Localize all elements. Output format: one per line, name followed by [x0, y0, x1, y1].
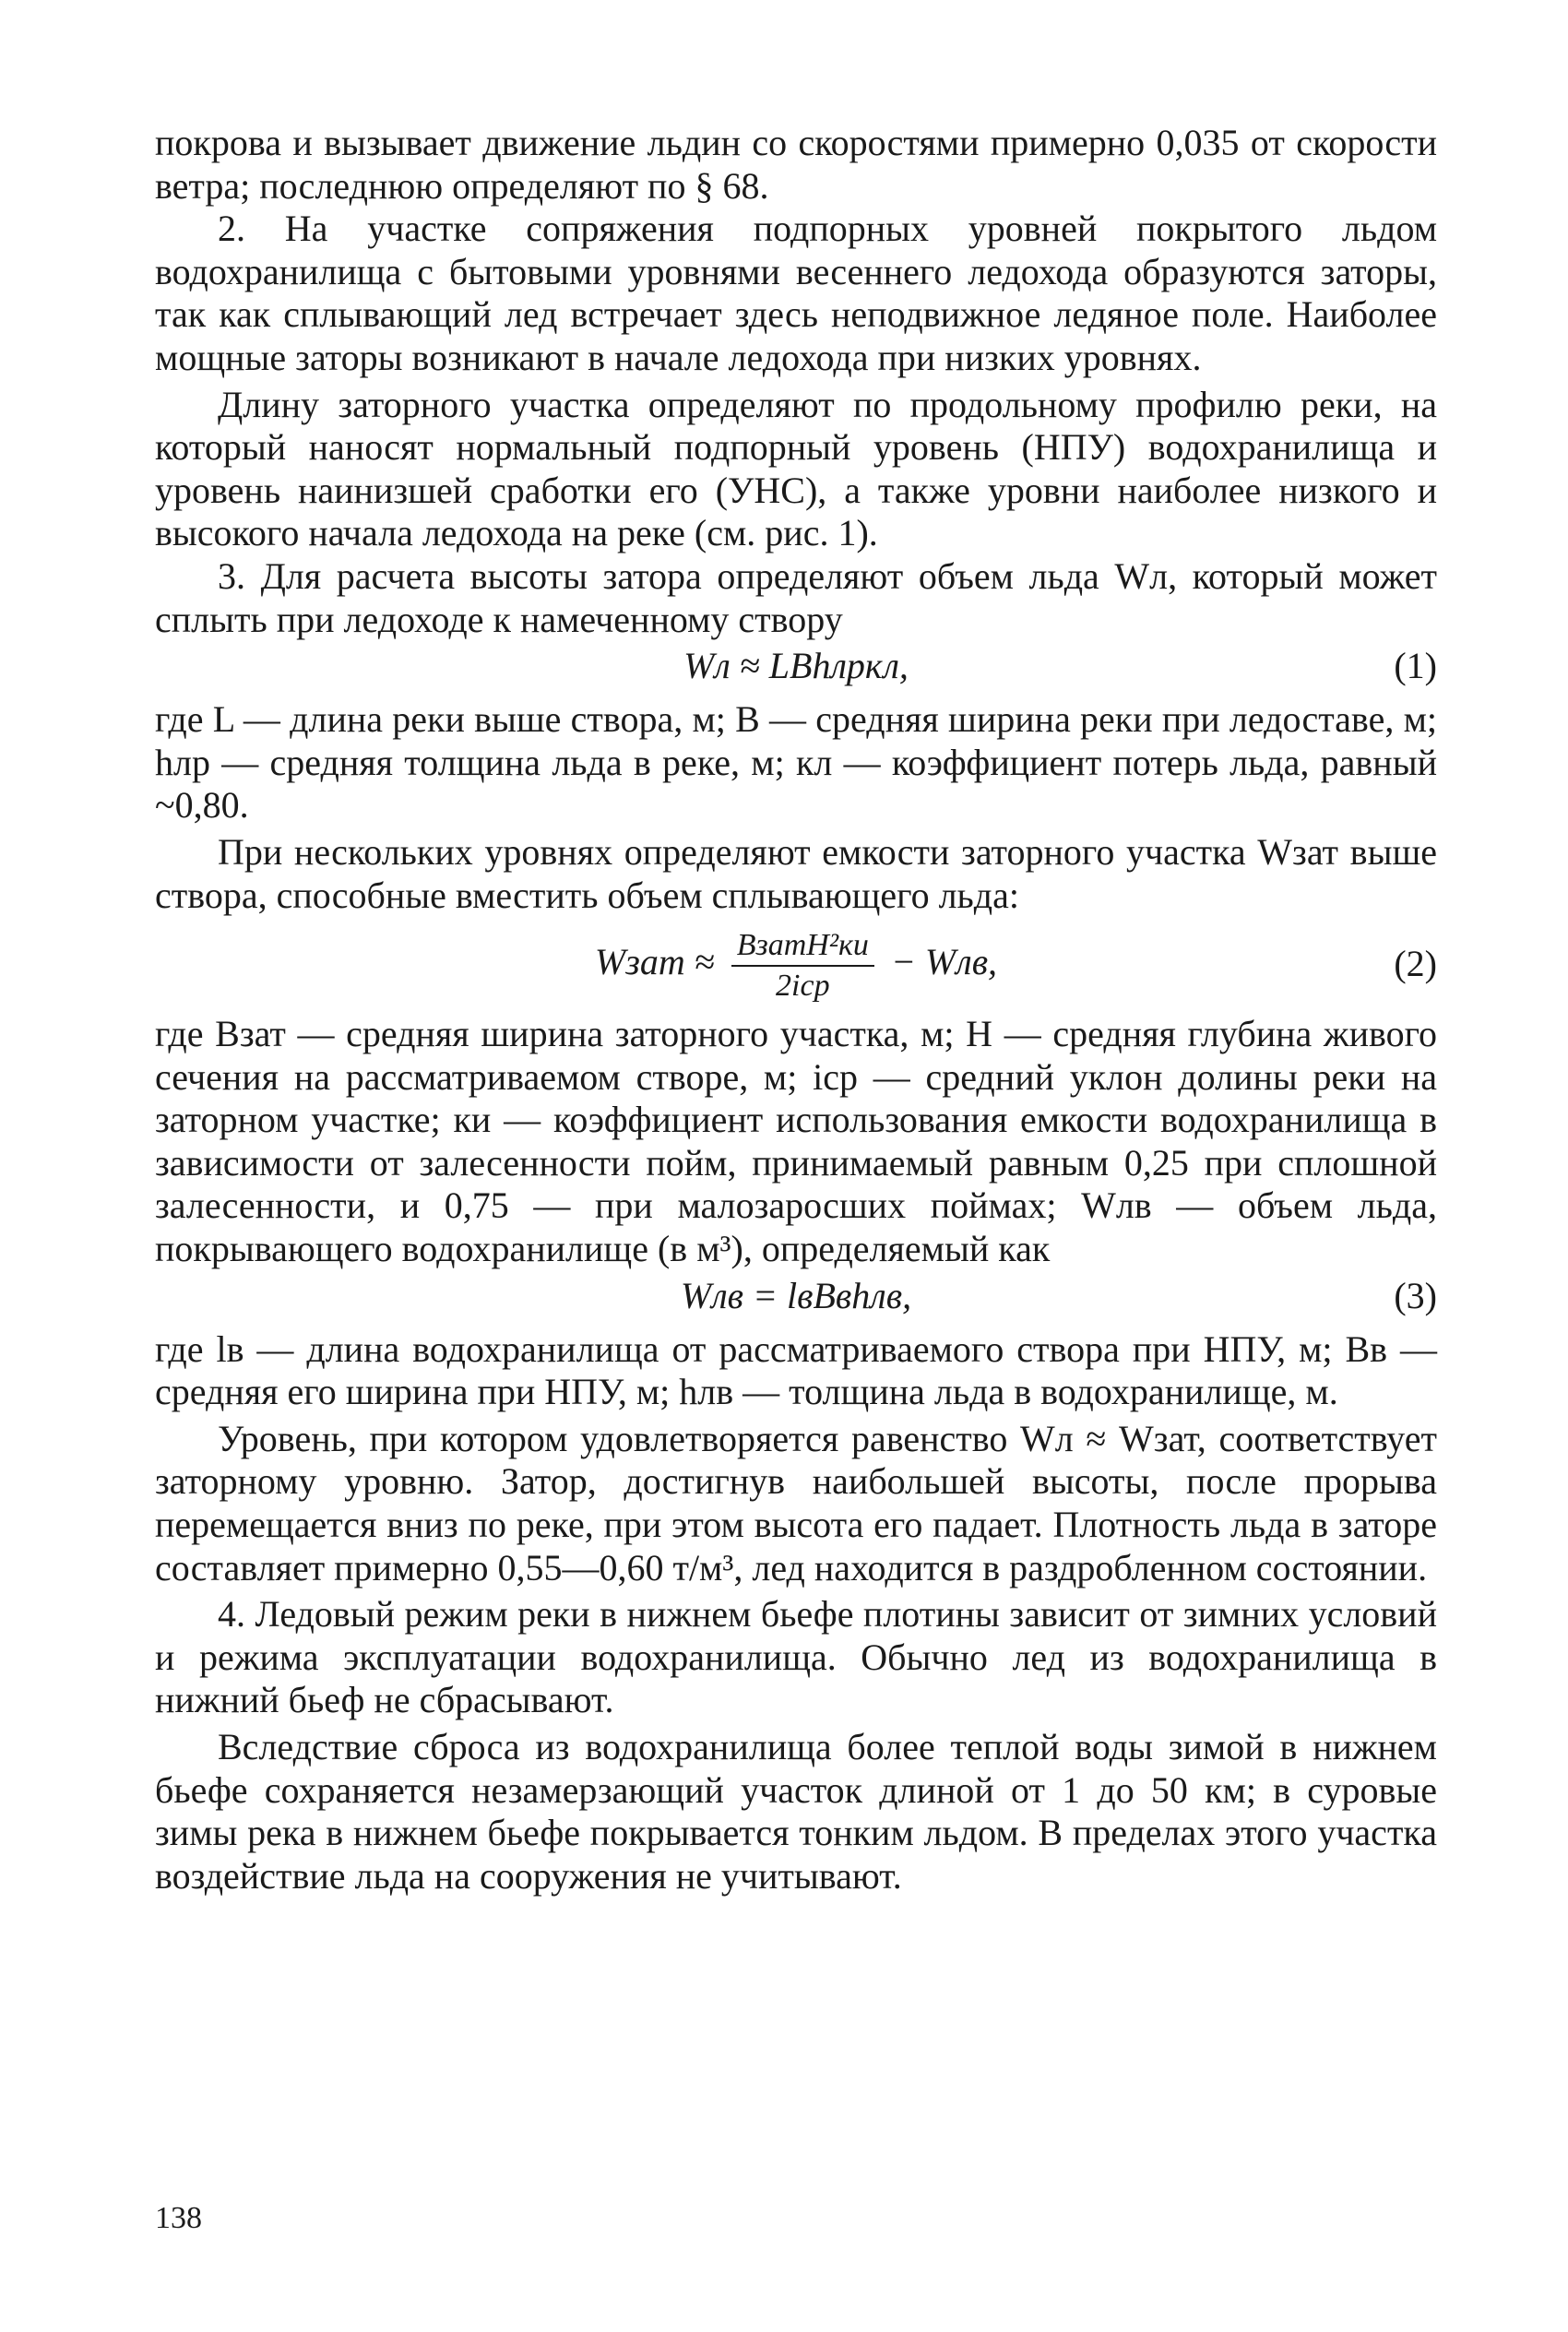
formula-2-right: − Wлв, [890, 941, 998, 983]
paragraph-2: 2. На участке сопряжения подпорных уровней покрытого льдом водохранилища с бытовыми уровнями весеннего ледохода образуются заторы, так как сплывающий лед встречает здесь неподвижное ледяное поле. Наиболее мощные заторы возникают в начале ледохода при низких уровнях. [155, 208, 1437, 378]
paragraph-downstream: Вследствие сброса из водохранилища более теплой воды зимой в нижнем бьефе сохраняется незамерзающий участок длиной от 1 до 50 км; в суровые зимы река в нижнем бьефе покрывается тонким льдом. В пределах этого участка воздействие льда на сооружения не учитывают. [155, 1726, 1437, 1897]
paragraph-3: 3. Для расчета высоты затора определяют объем льда Wл, который может сплыть при ледоходе к намеченному створу [155, 554, 1437, 640]
formula-2-fraction [731, 926, 874, 1005]
formula-2-expression [155, 926, 1437, 1005]
formula-1-number: (1) [1394, 645, 1437, 687]
paragraph-4: 4. Ледовый режим реки в нижнем бьефе плотины зависит от зимних условий и режима эксплуатации водохранилища. Обычно лед из водохранилища в нижний бьеф не сбрасывают. [155, 1593, 1437, 1721]
formula-3-expression: Wлв = lвBвhлв, [680, 1274, 912, 1316]
paragraph-zator-level: Уровень, при котором удовлетворяется равенство Wл ≈ Wзат, соответствует заторному уровню. Затор, достигнув наибольшей высоты, после прорыва перемещается вниз по реке, при этом высота его падает. Плотность льда в заторе составляет примерно 0,55—0,60 т/м³, лед находится в раздробленном состоянии. [155, 1417, 1437, 1588]
formula-2-denominator: 2iср [776, 969, 830, 1004]
page-number: 138 [155, 2201, 202, 2235]
text-column [155, 122, 1437, 1898]
paragraph-capacity: При нескольких уровнях определяют емкости заторного участка Wзат выше створа, способные вместить объем сплывающего льда: [155, 830, 1437, 916]
formula-2-left: Wзат ≈ [594, 941, 715, 983]
paragraph-continuation: покрова и вызывает движение льдин со скоростями примерно 0,035 от скорости ветра; последнюю определяют по § 68. [155, 122, 1437, 207]
formula-1-expression: Wл ≈ LBhлркл, [683, 645, 909, 687]
paragraph-zator-length: Длину заторного участка определяют по продольному профилю реки, на который наносят нормальный подпорный уровень (НПУ) водохранилища и уровень наинизшей сработки его (УНС), а также уровни наиболее низкого и высокого начала ледохода на реке (см. рис. 1). [155, 383, 1437, 554]
paragraph-formula-2-legend: где Bзат — средняя ширина заторного участка, м; H — средняя глубина живого сечения на рассматриваемом створе, м; iср — средний уклон долины реки на заторном участке; ки — коэффициент использования емкости водохранилища в зависимости от залесенности пойм, принимаемый равным 0,25 при сплошной залесенности, и 0,75 — при малозаросших поймах; Wлв — объем льда, покрывающего водохранилище (в м³), определяемый как [155, 1013, 1437, 1270]
formula-2-numerator: BзатH²ки [731, 926, 874, 967]
paragraph-formula-1-legend: где L — длина реки выше створа, м; B — средняя ширина реки при ледоставе, м; hлр — средняя толщина льда в реке, м; кл — коэффициент потерь льда, равный ~0,80. [155, 698, 1437, 827]
formula-2 [155, 917, 1437, 1013]
formula-1 [155, 641, 1437, 698]
formula-3-number: (3) [1394, 1274, 1437, 1316]
paragraph-formula-3-legend: где lв — длина водохранилища от рассматриваемого створа при НПУ, м; Bв — средняя его ширина при НПУ, м; hлв — толщина льда в водохранилище, м. [155, 1327, 1437, 1413]
formula-3 [155, 1271, 1437, 1328]
formula-2-number: (2) [1394, 943, 1437, 985]
